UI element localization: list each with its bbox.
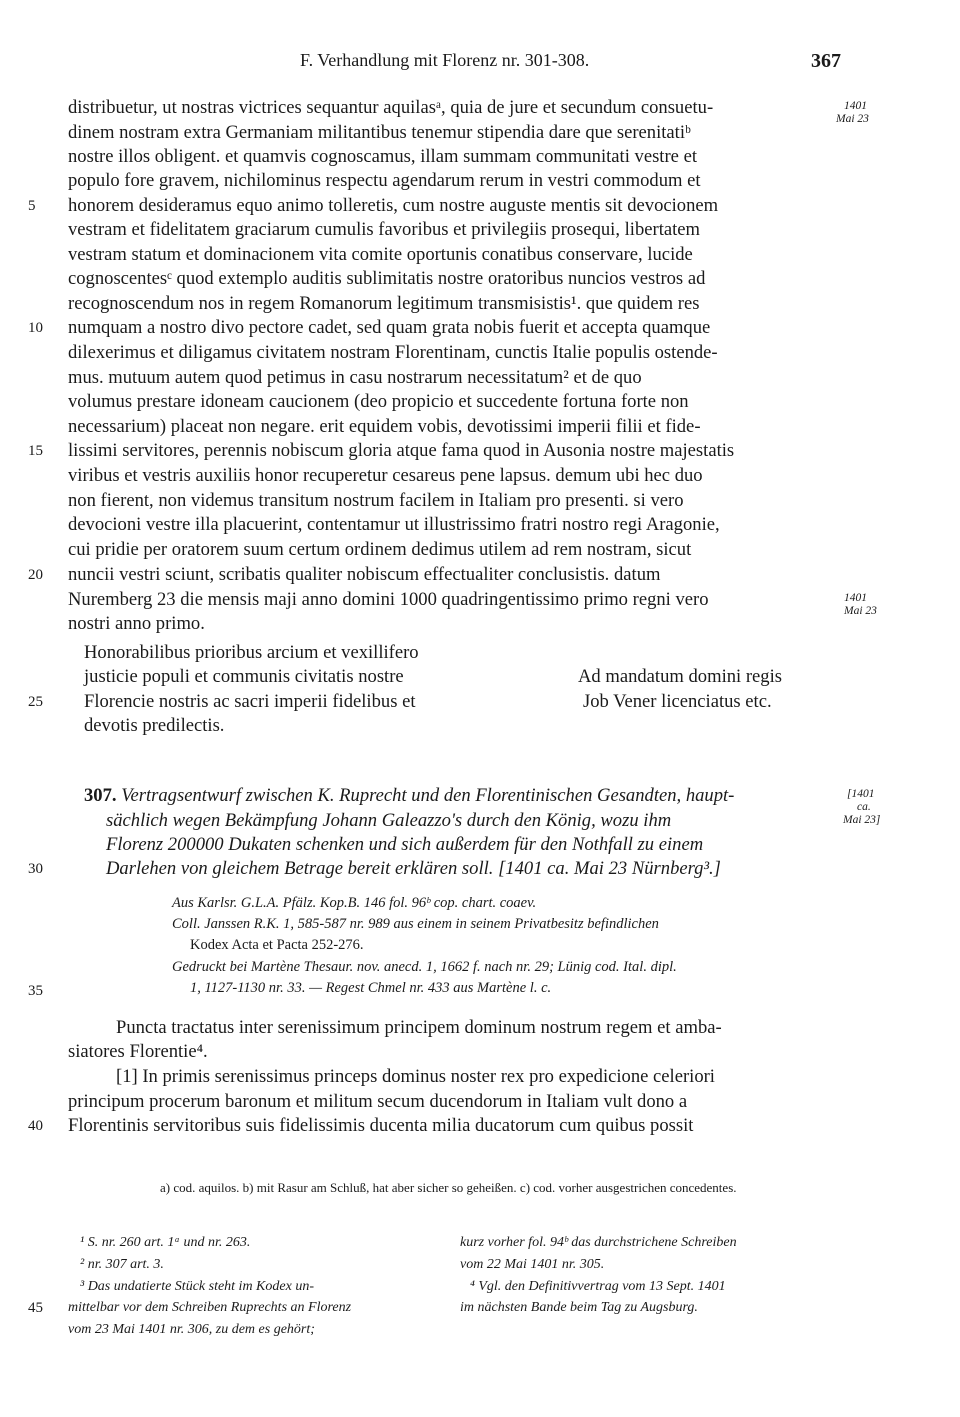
line-number: 10 — [28, 320, 43, 336]
text-line: necessarium) placeat non negare. erit equidem vobis, devotissimi imperii filii et fide- — [68, 416, 701, 437]
margin-circa: ca. — [857, 801, 871, 813]
line-number: 25 — [28, 694, 43, 710]
text-line: devocioni vestre illa placuerint, contentamur ut illustrissimo fratri nostro regi Aragonie, — [68, 514, 720, 535]
text-line: distribuetur, ut nostras victrices sequantur aquilasᵃ, quia de jure et secundum consuetu- — [68, 97, 714, 118]
line-number: 40 — [28, 1118, 43, 1134]
margin-day: Mai 23 — [836, 113, 869, 125]
document-heading-line: Darlehen von gleichem Betrage bereit erklären soll. [1401 ca. Mai 23 Nürnberg³.] — [106, 858, 721, 879]
text-line: viribus et vestris auxiliis honor recuperetur cesareus pene lapsus. demum ubi hec duo — [68, 465, 703, 486]
document-number: 307. — [84, 785, 117, 806]
text-line: nuncii vestri sciunt, scribatis qualiter nobiscum effectualiter conclusistis. datum — [68, 564, 661, 585]
text-line: Florentinis servitoribus suis fidelissimis ducenta milia ducatorum cum quibus possit — [68, 1115, 694, 1136]
text-line: non fierent, non videmus transitum nostrum facilem in Italiam pro presenti. si vero — [68, 490, 684, 511]
footnote-line: ¹ S. nr. 260 art. 1ᵃ und nr. 263. — [80, 1235, 251, 1250]
source-line: Gedruckt bei Martène Thesaur. nov. anecd. 1, 1662 f. nach nr. 29; Lünig cod. Ital. dipl. — [172, 959, 677, 975]
margin-year: 1401 — [844, 100, 867, 112]
document-heading-line: sächlich wegen Bekämpfung Johann Galeazzo's durch den König, wozu ihm — [106, 810, 672, 831]
critical-apparatus: a) cod. aquilos. b) mit Rasur am Schluß, hat aber sicher so geheißen. c) cod. vorher ausgestrichen concedentes. — [160, 1180, 737, 1195]
address-line: Honorabilibus prioribus arcium et vexillifero — [84, 642, 419, 663]
text-line: vestram statum et dominacionem vita comite oportunis conatibus conservare, lucide — [68, 244, 693, 265]
text-line: cognoscentesᶜ quod extemplo auditis sublimitatis nostre oratoribus nuncios vestros ad — [68, 268, 706, 289]
text-line: nostre illos obligent. et quamvis cognoscamus, illam summam communitati vestre et — [68, 146, 697, 167]
footnote-line: vom 22 Mai 1401 nr. 305. — [460, 1257, 605, 1272]
text-line: cui pridie per oratorem suum certum ordinem dedimus utilem ad rem nostram, sicut — [68, 539, 692, 560]
margin-day: Mai 23] — [843, 814, 881, 826]
margin-date — [843, 788, 881, 827]
address-line: devotis predilectis. — [84, 715, 225, 736]
text-line: populo fore gravem, nichilominus respectu agendarum rerum in vestri commodum et — [68, 170, 701, 191]
running-title: F. Verhandlung mit Florenz nr. 301-308. — [300, 50, 590, 70]
line-number: 35 — [28, 983, 43, 999]
margin-date — [844, 592, 877, 618]
address-line: justicie populi et communis civitatis nostre — [84, 666, 404, 687]
text-line: dilexerimus et diligamus civitatem nostram Florentinam, cunctis Italie populis ostende- — [68, 342, 718, 363]
margin-year: 1401 — [844, 592, 867, 604]
text-line: dinem nostram extra Germaniam militantibus tenemur stipendia dare que serenitatiᵇ — [68, 122, 691, 143]
text-line: Puncta tractatus inter serenissimum principem dominum nostrum regem et amba- — [116, 1017, 722, 1038]
footnote-line: ² nr. 307 art. 3. — [80, 1257, 164, 1272]
source-line: 1, 1127-1130 nr. 33. — Regest Chmel nr. 433 aus Martène l. c. — [190, 980, 552, 996]
text-line: principum procerum baronum et militum secum ducendorum in Italiam vult dono a — [68, 1091, 688, 1112]
heading-text: Vertragsentwurf zwischen K. Ruprecht und den Florentinischen Gesandten, haupt- — [121, 785, 735, 806]
line-number: 30 — [28, 861, 43, 877]
text-line: recognoscendum nos in regem Romanorum legitimum transmisistis¹. que quidem res — [68, 293, 700, 314]
line-number: 15 — [28, 443, 43, 459]
text-line: Nuremberg 23 die mensis maji anno domini 1000 quadringentissimo primo regni vero — [68, 589, 709, 610]
line-number: 45 — [28, 1300, 43, 1316]
line-number: 20 — [28, 567, 43, 583]
text-line: vestram et fidelitatem graciarum cumulis favoribus et privilegiis prosequi, libertatem — [68, 219, 700, 240]
margin-date — [836, 100, 869, 126]
source-line: Kodex Acta et Pacta 252-276. — [190, 937, 364, 953]
text-line: mus. mutuum autem quod petimus in casu nostrarum necessitatum² et de quo — [68, 367, 642, 388]
footnote-line: vom 23 Mai 1401 nr. 306, zu dem es gehört; — [68, 1322, 315, 1337]
margin-day: Mai 23 — [844, 605, 877, 617]
footnote-line: mittelbar vor dem Schreiben Ruprechts an Florenz — [68, 1300, 352, 1315]
address-line: Florencie nostris ac sacri imperii fidelibus et — [84, 691, 416, 712]
footnote-line: im nächsten Bande beim Tag zu Augsburg. — [460, 1300, 698, 1315]
footnote-line: kurz vorher fol. 94ᵇ das durchstrichene Schreiben — [460, 1235, 737, 1250]
margin-year: [1401 — [847, 788, 875, 800]
document-heading-line — [84, 785, 734, 807]
footnote-line: ³ Das undatierte Stück steht im Kodex un- — [80, 1279, 314, 1294]
document-heading-line: Florenz 200000 Dukaten schenken und sich außerdem für den Nothfall zu einem — [106, 834, 704, 855]
text-line: [1] In primis serenissimus princeps dominus noster rex pro expedicione celeriori — [116, 1066, 715, 1087]
text-line: nostri anno primo. — [68, 613, 205, 634]
footnote-line: ⁴ Vgl. den Definitivvertrag vom 13 Sept. 1401 — [470, 1279, 726, 1294]
text-line: numquam a nostro divo pectore cadet, sed quam grata nobis fuerit et accepta quamque — [68, 317, 711, 338]
text-line: volumus prestare idoneam caucionem (deo propicio et succedente fortuna forte non — [68, 391, 689, 412]
line-number: 5 — [28, 198, 36, 214]
chancery-note: Job Vener licenciatus etc. — [583, 691, 772, 712]
text-line: lissimi servitores, perennis nobiscum gloria atque fama quod in Ausonia nostre majestatis — [68, 440, 735, 461]
page-number: 367 — [811, 50, 841, 72]
source-line: Aus Karlsr. G.L.A. Pfälz. Kop.B. 146 fol. 96ᵇ cop. chart. coaev. — [172, 895, 537, 911]
text-line: honorem desideramus equo animo tolleretis, cum nostre auguste mentis sit devocionem — [68, 195, 719, 216]
source-line: Coll. Janssen R.K. 1, 585-587 nr. 989 aus einem in seinem Privatbesitz befindlichen — [172, 916, 659, 932]
chancery-note: Ad mandatum domini regis — [578, 666, 782, 687]
text-line: siatores Florentie⁴. — [68, 1041, 208, 1062]
